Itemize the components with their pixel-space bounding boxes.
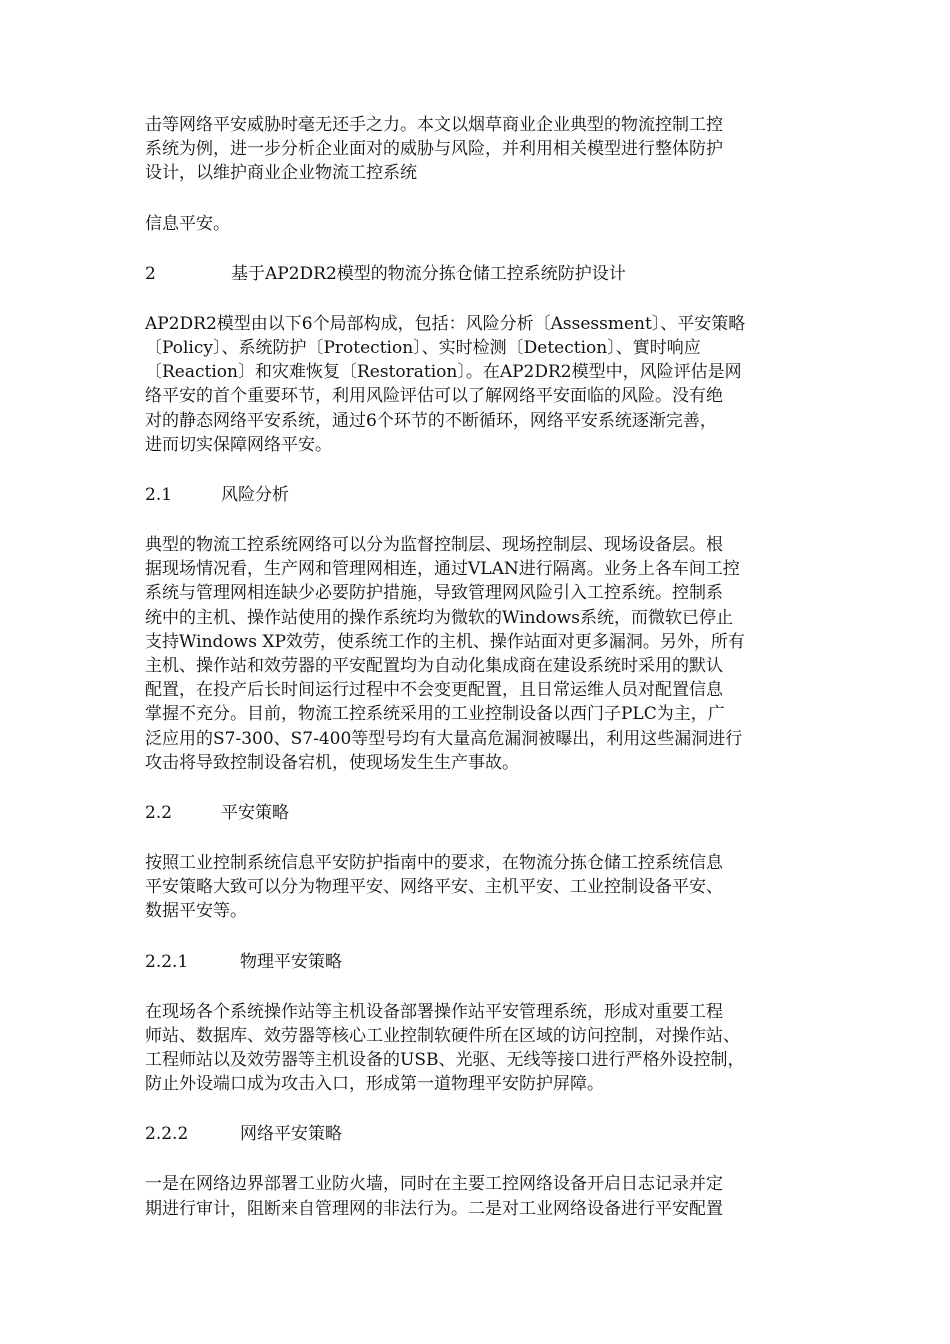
section-heading-2-2-2 bbox=[145, 1122, 805, 1146]
section-title: 风险分析 bbox=[221, 485, 289, 506]
section-heading-2-2 bbox=[145, 801, 805, 825]
section-number: 2.2.1 bbox=[145, 951, 189, 972]
body-paragraph: AP2DR2模型由以下6个局部构成，包括：风险分析〔Assessment〕、平安策略 〔Policy〕、系统防护〔Protection〕、实时检测〔Detection〕、實时响应 〔Reaction〕和灾难恢复〔Restoration〕。在AP2DR2模型中，风险评估是网 络平安的首个重要环节，利用风险评估可以了解网络平安面临的风险。没有绝 对的静态网络平安系统，通过6个环节的不断循环，网络平安系统逐渐完善， 进而切实保障网络平安。 bbox=[145, 313, 746, 455]
body-paragraph: 按照工业控制系统信息平安防护指南中的要求，在物流分拣仓储工控系统信息 平安策略大致可以分为物理平安、网络平安、主机平安、工业控制设备平安、 数据平安等。 bbox=[145, 853, 723, 922]
section-number: 2.2.2 bbox=[145, 1124, 189, 1145]
body-paragraph: 信息平安。 bbox=[145, 213, 230, 234]
section-number: 2 bbox=[145, 263, 156, 284]
section-title: 物理平安策略 bbox=[240, 951, 342, 972]
document-page bbox=[145, 113, 805, 1247]
body-paragraph: 典型的物流工控系统网络可以分为监督控制层、现场控制层、现场设备层。根 据现场情况看，生产网和管理网相连，通过VLAN进行隔离。业务上各车间工控 系统与管理网相连缺少必要防护措施，导致管理网风险引入工控系统。控制系 统中的主机、操作站使用的操作系统均为微软的Windows系统，而微软已停止 支持Windows XP效劳，使系统工作的主机、操作站面对更多漏洞。另外，所有 主机、操作站和效劳器的平安配置均为自动化集成商在建设系统时采用的默认 配置，在投产后长时间运行过程中不会变更配置，且日常运维人员对配置信息 掌握不充分。目前，物流工控系统采用的工业控制设备以西门子PLC为主，广 泛应用的S7-300、S7-400等型号均有大量高危漏洞被曝出，利用这些漏洞进行 攻击将导致控制设备宕机，使现场发生生产事故。 bbox=[145, 535, 745, 773]
section-title: 网络平安策略 bbox=[240, 1124, 342, 1145]
body-paragraph: 击等网络平安威胁时毫无还手之力。本文以烟草商业企业典型的物流控制工控 系统为例，进一步分析企业面对的威胁与风险，并利用相关模型进行整体防护 设计，以维护商业企业物流工控系统 bbox=[145, 115, 723, 184]
section-number: 2.2 bbox=[145, 803, 173, 824]
body-paragraph: 在现场各个系统操作站等主机设备部署操作站平安管理系统，形成对重要工程 师站、数据库、效劳器等核心工业控制软硬件所在区域的访问控制，对操作站、 工程师站以及效劳器等主机设备的USB、光驱、无线等接口进行严格外设控制， 防止外设端口成为攻击入口，形成第一道物理平安防护屏障。 bbox=[145, 1001, 745, 1095]
section-heading-2 bbox=[145, 262, 805, 286]
section-title: 平安策略 bbox=[221, 803, 289, 824]
section-number: 2.1 bbox=[145, 485, 173, 506]
section-title: 基于AP2DR2模型的物流分拣仓储工控系统防护设计 bbox=[231, 263, 626, 284]
section-heading-2-2-1 bbox=[145, 950, 805, 974]
section-heading-2-1 bbox=[145, 483, 805, 507]
body-paragraph: 一是在网络边界部署工业防火墙，同时在主要工控网络设备开启日志记录并定 期进行审计，阻断来自管理网的非法行为。二是对工业网络设备进行平安配置 bbox=[145, 1174, 723, 1219]
